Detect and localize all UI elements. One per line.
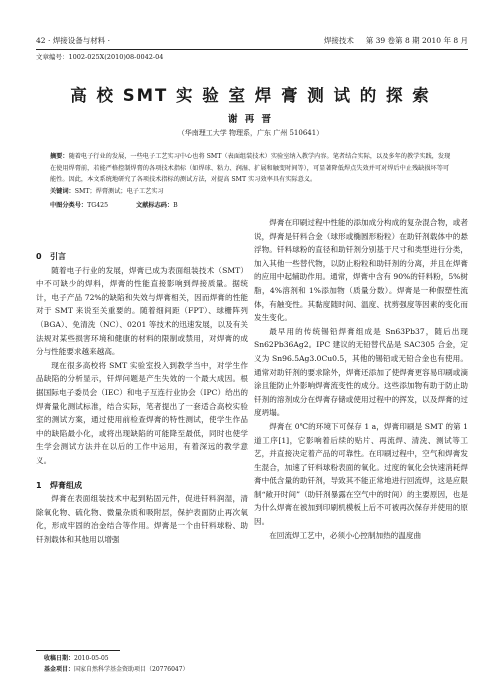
section-number: 1 — [36, 480, 42, 490]
fund-text: 国家自然科学基金资助项目（20776047） — [74, 666, 189, 673]
section-title: 引言 — [50, 252, 66, 261]
received-date: 2010-05-05 — [74, 655, 109, 662]
section-title: 焊膏组成 — [50, 480, 82, 490]
journal-name: 焊接技术 — [323, 36, 354, 45]
paragraph: 焊膏在 0℃的环境下可保存 1 a，焊膏印刷是 SMT 的第 1 道工序[1]，它影响着后续的贴片、再流焊、清洗、测试等工艺，并直接决定着产品的可靠性。在印刷过程中，空气和焊膏发生混合，加速了钎料球粉表面的氧化。过度的氧化会快速消耗焊膏中低含量的助钎剂，导致其不能正常地进行回流焊，这是应限制“敞开时间”（助钎剂暴露在空气中的时间）的主要原因，也是为什么焊膏在被加到印刷机模板上后不可被再次保存并使用的原因。 — [254, 421, 468, 527]
article-number: 文章编号：1002-025X(2010)08-0042-04 — [36, 53, 164, 61]
abstract-text: 随着电子行业的发展，一些电子工艺实习中心也将 SMT（表面组装技术）实验室纳入教学内容。笔者结合实际，以及多年的教学实践，发现在使用焊膏前，若能严格控制焊膏的各项技术指标（如焊球、粘力、润湿、扩展和触变时间等），可显著降低焊点失效并可对焊后中止残缺损坏等可能性。因此，本文系统地研究了各项技术指标的测试方法，对提高 SMT 实习效率具有实际意义。 — [50, 153, 451, 183]
right-column — [254, 216, 468, 542]
page-number: 42 — [36, 36, 46, 45]
keywords — [50, 186, 454, 198]
fund-label: 基金项目： — [44, 666, 75, 673]
running-header — [36, 34, 468, 48]
footnote-fund — [44, 665, 189, 675]
section-heading-intro — [36, 250, 248, 264]
received-label: 收稿日期： — [44, 655, 75, 662]
issue-info: 第 39 卷第 8 期 2010 年 8 月 — [365, 36, 468, 45]
paragraph: 随着电子行业的发展，焊膏已成为表面组装技术（SMT）中不可缺少的焊料，焊膏的性能直接影响到焊接质量。据统计，电子产品 72%的缺陷和失效与焊膏相关，因而焊膏的性能对于 SMT 来说至关重要的。随着细间距（FPT）、球栅阵列（BGA）、免清洗（NC）、0201 等技术的迅速发展，以及有关法规对某些损害环境和健康的材料的限制或禁用，对焊膏的成分与性能要求越来越高。 — [36, 265, 248, 357]
abstract-label: 摘要： — [50, 153, 69, 160]
doc-code-label: 文献标志码： — [136, 202, 174, 209]
journal-section: · 焊接设备与材料 · — [47, 36, 110, 45]
header-right — [324, 34, 468, 48]
clc-value: TG425 — [87, 202, 109, 209]
doc-code-value: B — [173, 202, 178, 209]
header-rule — [36, 49, 468, 50]
paragraph: 在回流焊工艺中，必须小心控制加热的温度曲 — [269, 530, 422, 540]
section-heading-composition — [36, 479, 248, 493]
clc-label: 中图分类号： — [50, 202, 88, 209]
paragraph: 焊膏在印刷过程中性能的添加成分构成的复杂混合物，或者说，焊膏是钎料合金（球形或椭圆形粉粒）在助钎剂载体中的悬浮物。钎料球粉的直径和助钎剂分别基于尺寸和类型进行分类，加入其他一些替代物，以防止粉粒和助钎剂的分离，并且在焊膏的应用中起辅助作用。通常，焊膏中含有 90%的钎料粉，5%树脂，4%溶剂和 1%添加物（质量分数）。焊膏是一种假塑性流体，有触变性。其黏度随时间、温度、扰剪强度等因素的变化而发生变化。 — [254, 218, 468, 323]
section-number: 0 — [36, 252, 42, 261]
keywords-text: SMT；焊膏测试；电子工艺实习 — [74, 188, 164, 195]
paper-title: 高 校 SMT 实 验 室 焊 膏 测 试 的 探 索 — [70, 86, 431, 105]
left-column — [36, 250, 248, 546]
author-affiliation: （华南理工大学 物理系，广东 广州 510641） — [177, 129, 324, 137]
header-left — [36, 34, 110, 48]
paragraph: 最早用的传统锡铅焊膏组成是 Sn63Pb37，随后出现 Sn62Pb36Ag2。IPC 建议的无铅替代品是 SAC305 合金，定义为 Sn96.5Ag3.0Cu0.5，其他的锡铅或无铅合金也有使用。通常对助钎剂的要求除外，焊膏还添加了使焊膏更容易印刷或滴涂且能防止外影响焊膏流变性的成分。这些添加物有助于防止助钎剂的溶剂成分在焊膏存储或使用过程中的挥发，以及焊膏的过度坍塌。 — [254, 326, 468, 418]
keywords-label: 关键词： — [50, 188, 75, 195]
footnote-rule — [36, 650, 120, 651]
footnote-received — [44, 654, 109, 664]
paper-author: 谢 再 晋 — [227, 114, 274, 125]
abstract — [50, 151, 454, 186]
paragraph: 焊膏在表面组装技术中起到粘固元件，促进钎料润湿，清除氧化物、硫化物、微量杂质和吸附层，保护表面防止再次氧化，形成牢固的冶金结合等作用。焊膏是一个由钎料球粉、助钎剂载体和其他用以增强 — [36, 494, 248, 544]
paragraph: 现在很多高校将 SMT 实验室投入到教学当中，对学生作品缺陷的分析显示，钎焊问题是产生失效的一个最大成因。根据国际电子委员会（IEC）和电子互连行业协会（IPC）给出的焊膏量化测试标准，结合实际，笔者提出了一套适合高校实验室的测试方案，通过使用前检查焊膏的特性测试，使学生作品中的缺陷最小化，或将出现缺陷的可能降至最低，同时也使学生学会测试方法并在以后的工作中运用，有着深远的教学意义。 — [36, 360, 248, 465]
classification — [50, 200, 454, 212]
